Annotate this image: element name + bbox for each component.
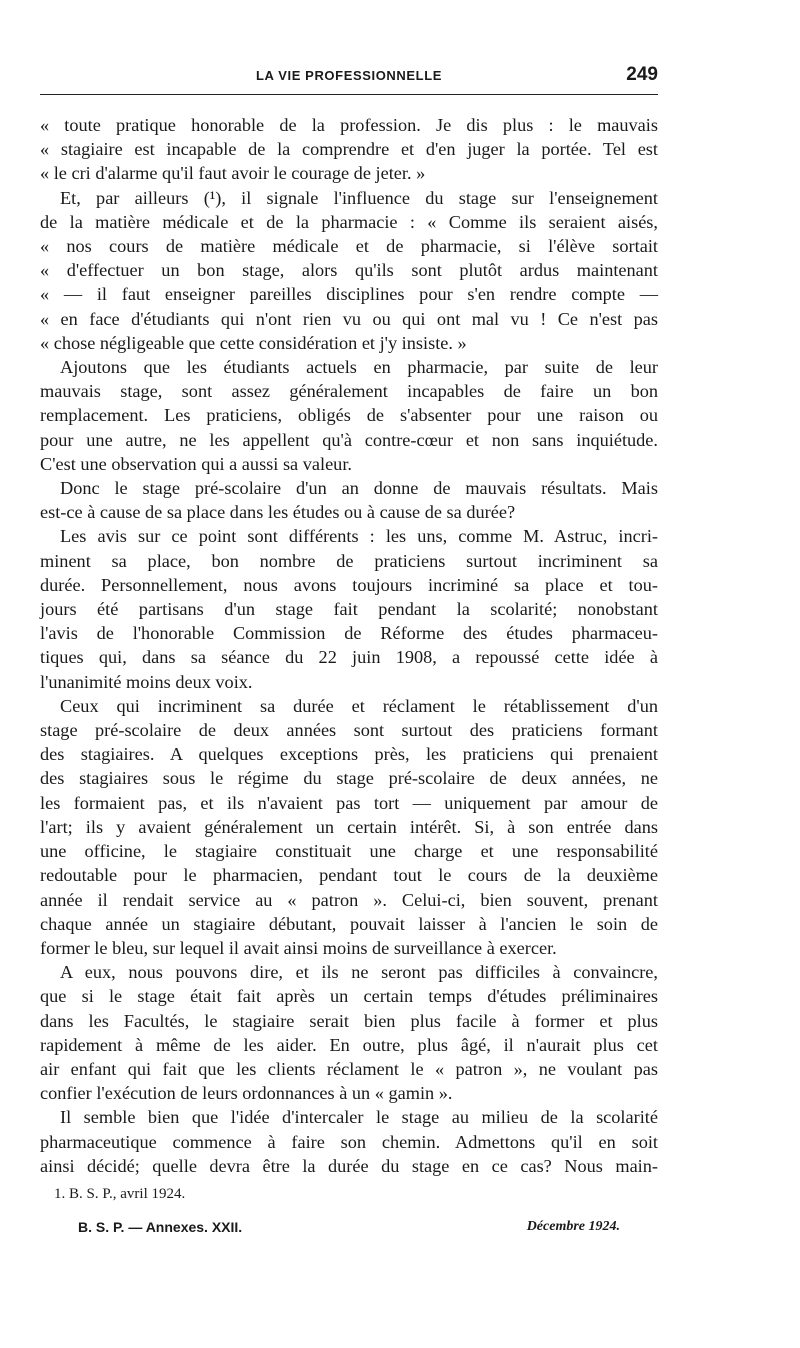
footer-area — [40, 1186, 658, 1239]
text-line: Ceux qui incriminent sa durée et réclament le rétablissement d'un — [60, 695, 658, 716]
page-number: 249 — [626, 64, 658, 85]
footnote: 1. B. S. P., avril 1924. — [54, 1186, 186, 1202]
text-line: mauvais stage, sont assez généralement incapables de faire un bon — [40, 381, 658, 402]
text-line: Et, par ailleurs (¹), il signale l'influence du stage sur l'enseignement — [60, 187, 658, 208]
text-line: redoutable pour le pharmacien, pendant tout le cours de la deuxième — [40, 865, 658, 886]
text-line: « le cri d'alarme qu'il faut avoir le courage de jeter. » — [40, 163, 426, 184]
bottom-line — [40, 1219, 658, 1239]
text-line: l'art; ils y avaient généralement un certain intérêt. Si, à son entrée dans — [40, 816, 658, 837]
text-line: dans les Facultés, le stagiaire serait bien plus facile à former et plus — [40, 1010, 658, 1031]
text-line: Il semble bien que l'idée d'intercaler le stage au milieu de la scolarité — [60, 1107, 658, 1128]
journal-signature: B. S. P. — Annexes. XXII. — [78, 1219, 243, 1235]
text-line: pharmaceutique commence à faire son chemin. Admettons qu'il en soit — [40, 1131, 658, 1152]
page — [40, 60, 658, 1178]
text-line: rapidement à même de les aider. En outre, plus âgé, il n'aurait plus cet — [40, 1034, 658, 1055]
text-line: « toute pratique honorable de la profession. Je dis plus : le mauvais — [40, 115, 658, 135]
text-line: les formaient pas, et ils n'avaient pas tort — uniquement par amour de — [40, 792, 658, 813]
text-line: minent sa place, bon nombre de praticiens surtout incriminent sa — [40, 550, 658, 571]
text-line: une officine, le stagiaire constituait une charge et une responsabilité — [40, 841, 658, 862]
body-text — [40, 113, 658, 1178]
text-line: chaque année un stagiaire débutant, pouvait laisser à l'ancien le soin de — [40, 913, 658, 934]
text-line: Les avis sur ce point sont différents : les uns, comme M. Astruc, incri- — [60, 526, 658, 547]
text-line: former le bleu, sur lequel il avait ainsi moins de surveillance à exercer. — [40, 937, 557, 958]
text-line: durée. Personnellement, nous avons toujours incriminé sa place et tou- — [40, 574, 658, 595]
text-line: « — il faut enseigner pareilles disciplines pour s'en rendre compte — — [40, 284, 658, 305]
text-line: ainsi décidé; quelle devra être la durée du stage en ce cas? Nous main- — [40, 1155, 658, 1176]
text-line: est-ce à cause de sa place dans les études ou à cause de sa durée? — [40, 502, 516, 523]
text-line: des stagiaires sous le régime du stage pré-scolaire de deux années, ne — [40, 768, 658, 789]
text-line: confier l'exécution de leurs ordonnances à un « gamin ». — [40, 1083, 453, 1104]
text-line: l'unanimité moins deux voix. — [40, 671, 253, 692]
text-line: tiques qui, dans sa séance du 22 juin 1908, a repoussé cette idée à — [40, 647, 658, 668]
running-title: LA VIE PROFESSIONNELLE — [255, 68, 443, 83]
text-line: « nos cours de matière médicale et de pharmacie, si l'élève sortait — [40, 236, 658, 257]
text-line: des stagiaires. A quelques exceptions près, les praticiens qui prenaient — [40, 744, 658, 765]
text-line: jours été partisans d'un stage fait pendant la scolarité; nonobstant — [40, 599, 658, 620]
text-line: Donc le stage pré-scolaire d'un an donne de mauvais résultats. Mais — [60, 478, 658, 499]
text-line: C'est une observation qui a aussi sa valeur. — [40, 453, 352, 474]
text-line: air enfant qui fait que les clients réclament le « patron », ne voulant pas — [40, 1058, 658, 1079]
text-line: année il rendait service au « patron ». Celui-ci, bien souvent, prenant — [40, 889, 658, 910]
text-line: pour une autre, ne les appellent qu'à contre-cœur et non sans inquiétude. — [40, 429, 658, 450]
running-head — [40, 60, 658, 95]
text-line: A eux, nous pouvons dire, et ils ne seront pas difficiles à convaincre, — [60, 962, 658, 983]
text-line: « d'effectuer un bon stage, alors qu'ils sont plutôt ardus maintenant — [40, 260, 658, 281]
text-line: « chose négligeable que cette considération et j'y insiste. » — [40, 332, 467, 353]
text-line: l'avis de l'honorable Commission de Réforme des études pharmaceu- — [40, 623, 658, 644]
text-line: Ajoutons que les étudiants actuels en pharmacie, par suite de leur — [60, 357, 658, 378]
issue-date: Décembre 1924. — [526, 1219, 620, 1234]
text-line: remplacement. Les praticiens, obligés de s'absenter pour une raison ou — [40, 405, 658, 426]
text-line: que si le stage était fait après un certain temps d'études préliminaires — [40, 986, 658, 1007]
text-line: « en face d'étudiants qui n'ont rien vu ou qui ont mal vu ! Ce n'est pas — [40, 308, 658, 329]
text-line: de la matière médicale et de la pharmacie : « Comme ils seraient aisés, — [40, 211, 658, 232]
text-line: « stagiaire est incapable de la comprendre et d'en juger la portée. Tel est — [40, 139, 658, 160]
text-line: stage pré-scolaire de deux années sont surtout des praticiens formant — [40, 720, 658, 741]
